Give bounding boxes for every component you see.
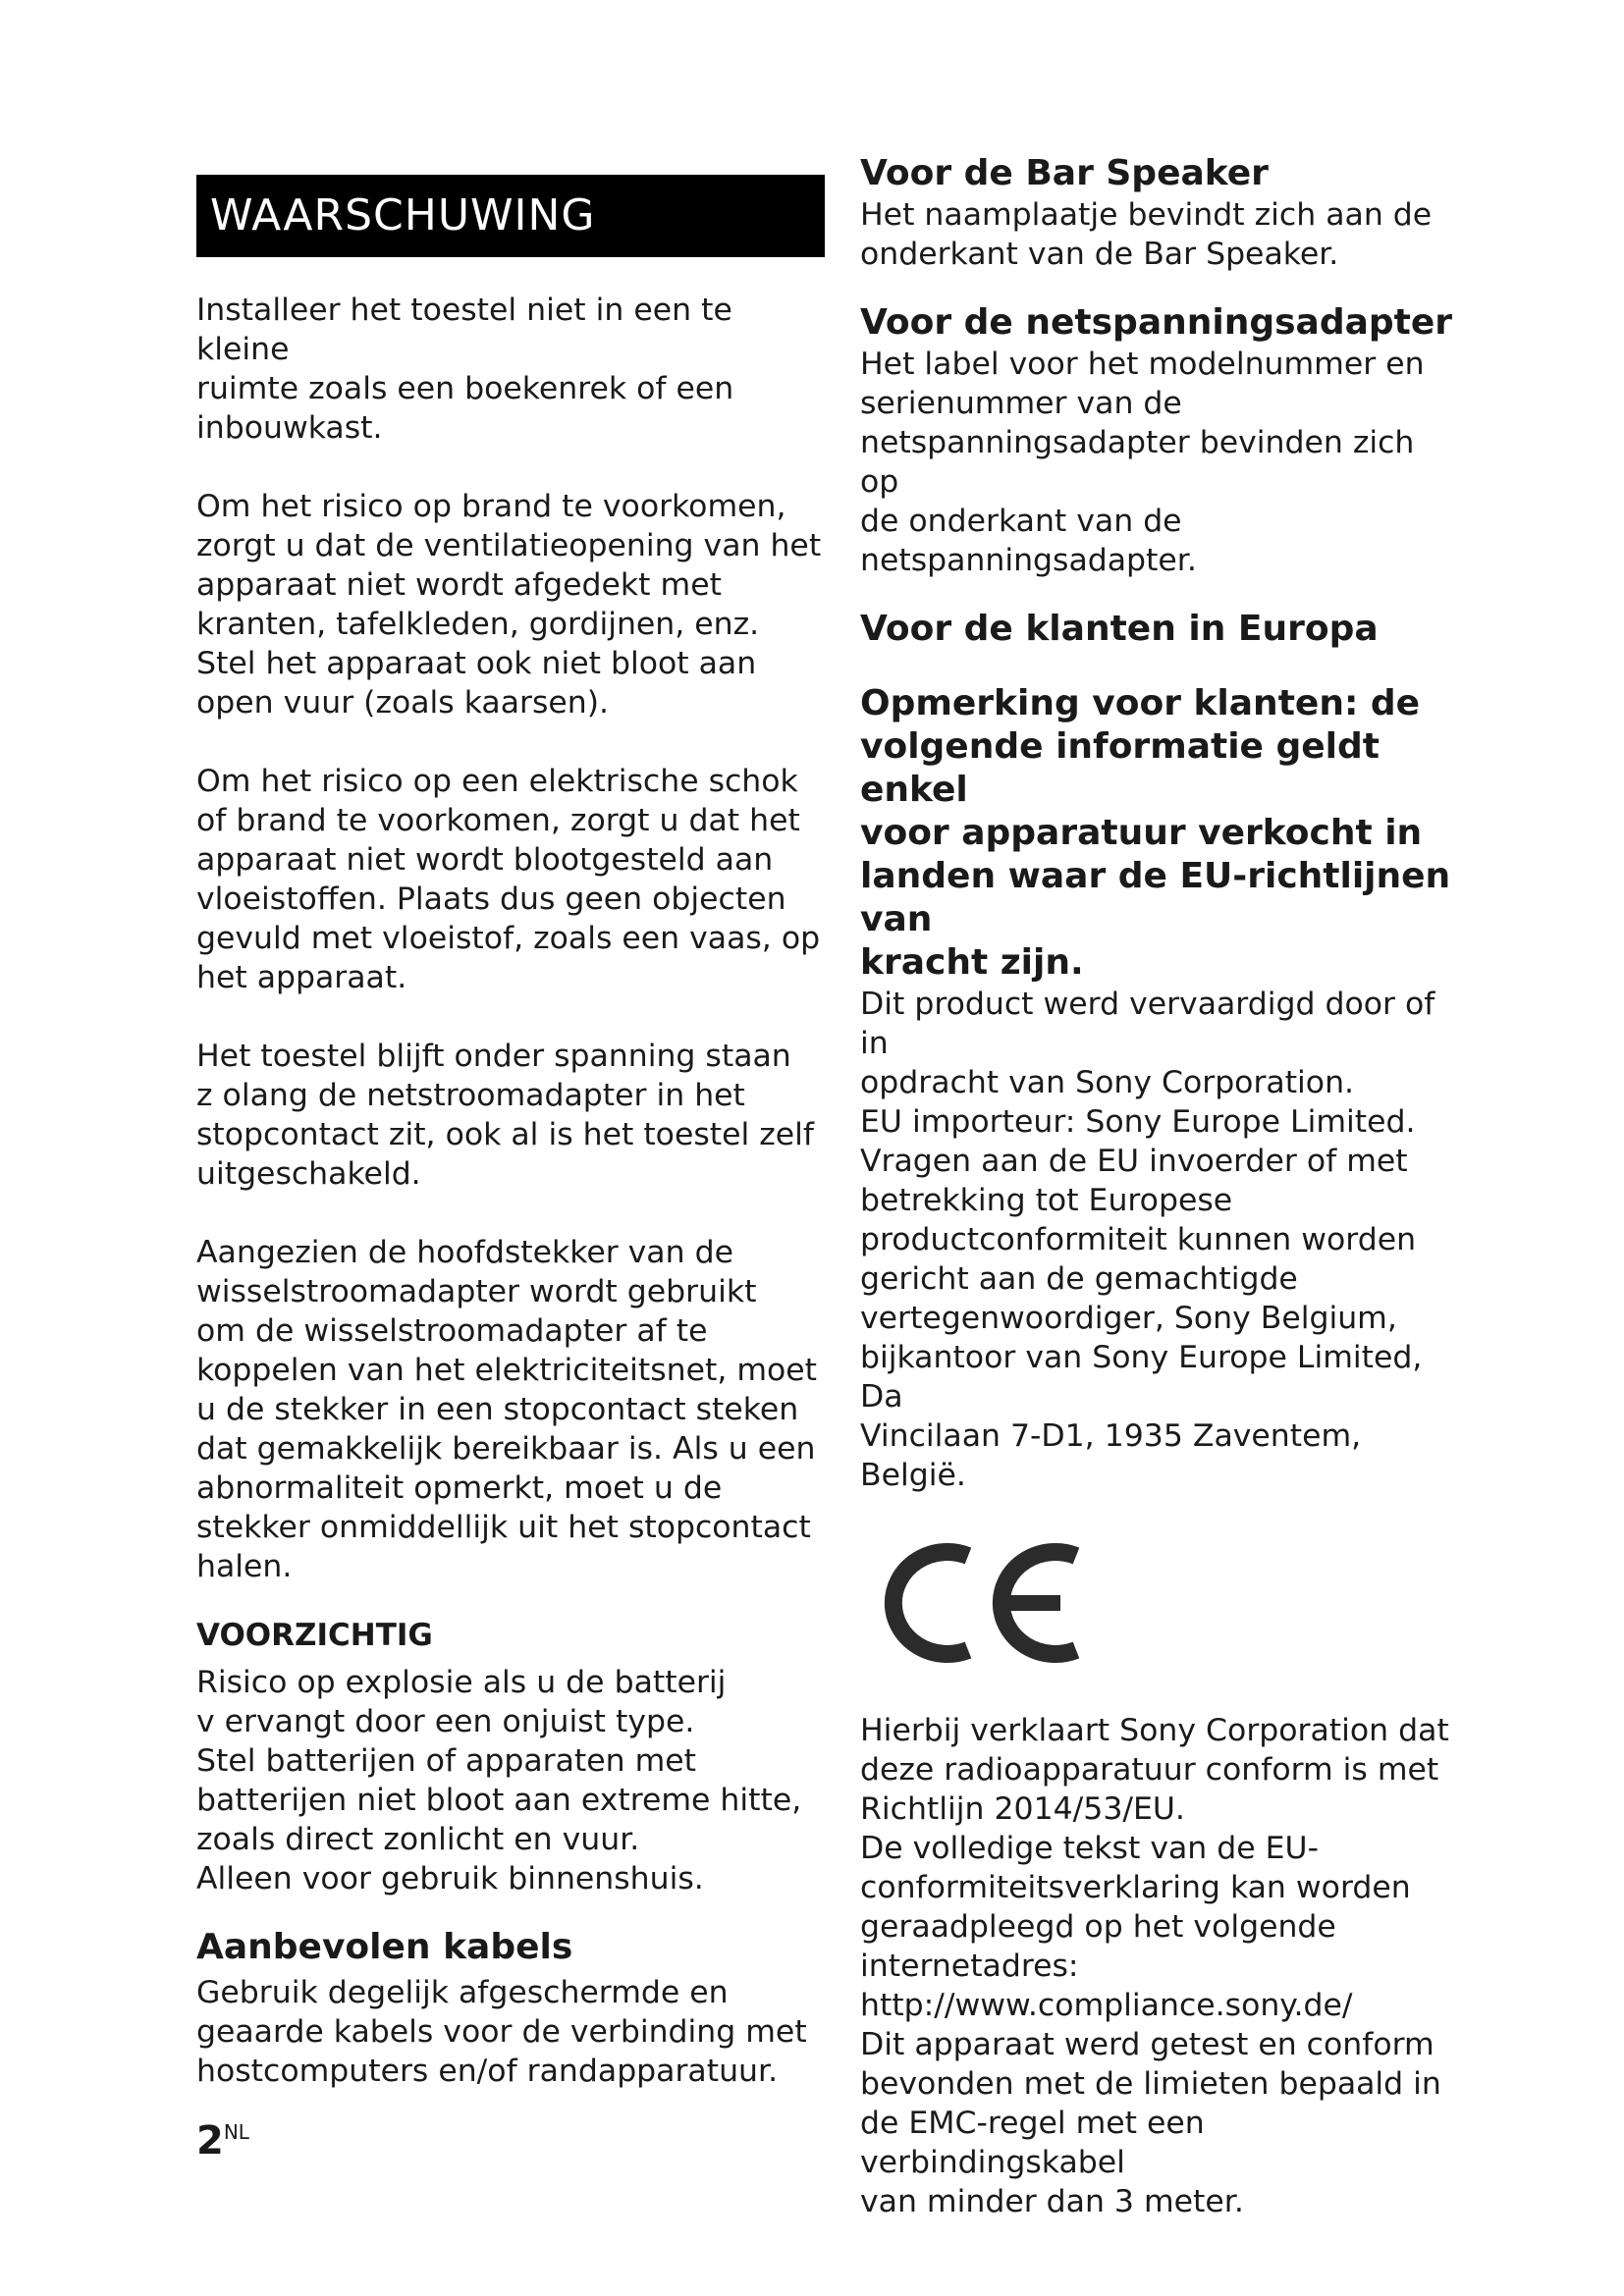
cables-text: Gebruik degelijk afgeschermde en geaarde kabels voor de verbinding met hostcomputers en/of randapparatuur.: [196, 1975, 807, 2089]
warning-paragraph-3: Om het risico op een elektrische schok of brand te voorkomen, zorgt u dat het apparaat niet wordt blootgesteld aan vloeistoffen. Plaats dus geen objecten gevuld met vloeistof, zoals een vaas, op het apparaat.: [196, 764, 821, 995]
adapter-text: Het label voor het modelnummer en serienummer van de netspanningsadapter bevinden zich op de onderkant van de netspanningsadapter.: [860, 347, 1425, 578]
declaration-text: Hierbij verklaart Sony Corporation dat deze radioapparatuur conform is met Richtlijn 2014/53/EU. De volledige tekst van de EU- conformiteitsverklaring kan worden geraadpleegd op het volgende internetadres: http://www.compliance.sony.de/ Dit apparaat werd getest en conform bevonden met de limieten bepaald in de EMC-regel met een verbindingskabel van minder dan 3 meter.: [860, 1713, 1449, 2219]
bar-speaker-heading: Voor de Bar Speaker: [860, 153, 1269, 193]
right-column: [860, 152, 1459, 2221]
page-number: [196, 2118, 249, 2163]
notice-heading: Opmerking voor klanten: de volgende informatie geldt enkel voor apparatuur verkocht in landen waar de EU-richtlijnen van kracht zijn.: [860, 683, 1451, 983]
page-language: NL: [223, 2120, 249, 2144]
warning-paragraph-5: Aangezien de hoofdstekker van de wisselstroomadapter wordt gebruikt om de wisselstroomadapter af te koppelen van het elektriciteitsnet, moet u de stekker in een stopcontact steken dat gemakkelijk bereikbaar is. Als u een abnormaliteit opmerkt, moet u de stekker onmiddellijk uit het stopcontact halen.: [196, 1235, 818, 1584]
caution-text: Risico op explosie als u de batterij v ervangt door een onjuist type. Stel batterijen of apparaten met batterijen niet bloot aan extreme hitte, zoals direct zonlicht en vuur. Alleen voor gebruik binnenshuis.: [196, 1665, 802, 1896]
notice-text: Dit product werd vervaardigd door of in opdracht van Sony Corporation. EU importeur: Sony Europe Limited. Vragen aan de EU invoerder of met betrekking tot Europese productconformiteit kunnen worden gericht aan de gemachtigde vertegenwoordiger, Sony Belgium, bijkantoor van Sony Europe Limited, Da Vincilaan 7-D1, 1935 Zaventem, België.: [860, 987, 1435, 1493]
warning-paragraph-4: Het toestel blijft onder spanning staan z olang de netstroomadapter in het stopcontact zit, ook al is het toestel zelf uitgeschakeld.: [196, 1039, 815, 1192]
europe-heading: Voor de klanten in Europa: [860, 609, 1379, 649]
cables-heading: Aanbevolen kabels: [196, 1927, 573, 1967]
left-column: [196, 167, 825, 2091]
page-number-value: 2: [196, 2118, 224, 2163]
caution-heading: VOORZICHTIG: [196, 1618, 433, 1653]
bar-speaker-text: Het naamplaatje bevindt zich aan de onderkant van de Bar Speaker.: [860, 197, 1433, 272]
warning-paragraph-2: Om het risico op brand te voorkomen, zorgt u dat de ventilatieopening van het apparaat niet wordt afgedekt met kranten, tafelkleden, gordijnen, enz. Stel het apparaat ook niet bloot aan open vuur (zoals kaarsen).: [196, 489, 822, 721]
warning-paragraph-1: Installeer het toestel niet in een te kleine ruimte zoals een boekenrek of een inbouwkast.: [196, 293, 734, 446]
ce-mark-icon: [874, 1534, 1090, 1672]
warning-banner: WAARSCHUWING: [196, 175, 825, 257]
adapter-heading: Voor de netspanningsadapter: [860, 302, 1453, 343]
